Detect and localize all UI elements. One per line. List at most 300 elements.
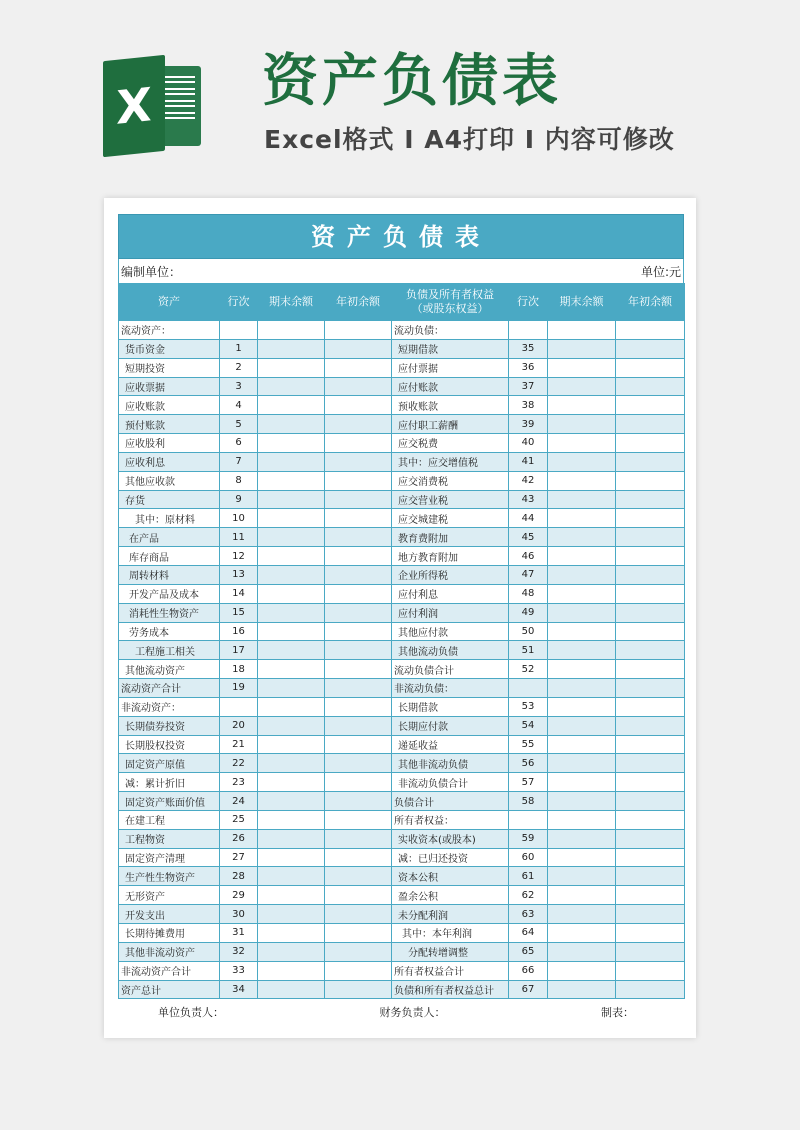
asset-begin-balance-cell[interactable] [325,490,392,509]
asset-item-cell: 预付账款 [119,415,220,434]
liability-begin-balance-cell[interactable] [616,321,685,340]
asset-end-balance-cell[interactable] [258,679,325,698]
balance-sheet [118,214,684,1025]
liability-end-balance-cell[interactable] [548,754,616,773]
col-begin-balance-2: 年初余额 [616,284,685,321]
liability-end-balance-cell[interactable] [548,716,616,735]
table-row [119,942,685,961]
asset-end-balance-cell[interactable] [258,339,325,358]
asset-line-no-cell: 6 [220,434,258,453]
asset-item-cell: 工程物资 [119,829,220,848]
liability-line-no-cell: 63 [509,905,548,924]
liability-end-balance-cell[interactable] [548,622,616,641]
table-row [119,641,685,660]
asset-line-no-cell: 1 [220,339,258,358]
liability-begin-balance-cell[interactable] [616,471,685,490]
asset-item-cell: 固定资产清理 [119,848,220,867]
asset-line-no-cell: 18 [220,660,258,679]
asset-begin-balance-cell[interactable] [325,905,392,924]
signature-row [118,999,684,1025]
asset-line-no-cell: 11 [220,528,258,547]
asset-item-cell: 其他流动资产 [119,660,220,679]
liability-begin-balance-cell[interactable] [616,961,685,980]
liability-end-balance-cell[interactable] [548,829,616,848]
asset-begin-balance-cell[interactable] [325,829,392,848]
table-row [119,603,685,622]
liability-item-cell: 应交税费 [392,434,509,453]
liability-begin-balance-cell[interactable] [616,528,685,547]
asset-begin-balance-cell[interactable] [325,848,392,867]
table-row [119,622,685,641]
liability-item-cell: 资本公积 [392,867,509,886]
liability-item-cell: 短期借款 [392,339,509,358]
asset-begin-balance-cell[interactable] [325,377,392,396]
liability-item-cell: 盈余公积 [392,886,509,905]
asset-begin-balance-cell[interactable] [325,321,392,340]
asset-end-balance-cell[interactable] [258,886,325,905]
table-row [119,773,685,792]
liability-line-no-cell: 58 [509,792,548,811]
liability-end-balance-cell[interactable] [548,924,616,943]
table-row [119,735,685,754]
asset-end-balance-cell[interactable] [258,528,325,547]
liability-item-cell: 流动负债合计 [392,660,509,679]
liability-begin-balance-cell[interactable] [616,754,685,773]
asset-line-no-cell [220,697,258,716]
asset-begin-balance-cell[interactable] [325,735,392,754]
asset-begin-balance-cell[interactable] [325,961,392,980]
liability-end-balance-cell[interactable] [548,848,616,867]
asset-line-no-cell: 22 [220,754,258,773]
table-row [119,490,685,509]
col-liability: 负债及所有者权益 （或股东权益） [392,284,509,321]
table-row [119,528,685,547]
liability-end-balance-cell[interactable] [548,980,616,999]
liability-line-no-cell: 47 [509,565,548,584]
asset-begin-balance-cell[interactable] [325,603,392,622]
liability-begin-balance-cell[interactable] [616,509,685,528]
asset-begin-balance-cell[interactable] [325,886,392,905]
liability-begin-balance-cell[interactable] [616,660,685,679]
asset-item-cell: 货币资金 [119,339,220,358]
liability-begin-balance-cell[interactable] [616,358,685,377]
asset-line-no-cell: 10 [220,509,258,528]
asset-begin-balance-cell[interactable] [325,924,392,943]
table-row [119,452,685,471]
liability-item-cell: 非流动负债： [392,679,509,698]
asset-item-cell: 消耗性生物资产 [119,603,220,622]
asset-item-cell: 应收票据 [119,377,220,396]
col-line-no-2: 行次 [509,284,548,321]
liability-begin-balance-cell[interactable] [616,886,685,905]
asset-end-balance-cell[interactable] [258,377,325,396]
liability-end-balance-cell[interactable] [548,886,616,905]
asset-end-balance-cell[interactable] [258,980,325,999]
asset-item-cell: 开发支出 [119,905,220,924]
liability-end-balance-cell[interactable] [548,321,616,340]
asset-end-balance-cell[interactable] [258,716,325,735]
liability-begin-balance-cell[interactable] [616,679,685,698]
asset-end-balance-cell[interactable] [258,622,325,641]
liability-begin-balance-cell[interactable] [616,603,685,622]
asset-begin-balance-cell[interactable] [325,471,392,490]
table-row [119,377,685,396]
liability-begin-balance-cell[interactable] [616,565,685,584]
liability-end-balance-cell[interactable] [548,660,616,679]
liability-begin-balance-cell[interactable] [616,773,685,792]
asset-line-no-cell: 27 [220,848,258,867]
liability-item-cell: 非流动负债合计 [392,773,509,792]
liability-begin-balance-cell[interactable] [616,792,685,811]
liability-end-balance-cell[interactable] [548,735,616,754]
table-row [119,679,685,698]
asset-end-balance-cell[interactable] [258,434,325,453]
asset-begin-balance-cell[interactable] [325,547,392,566]
liability-line-no-cell [509,810,548,829]
liability-item-cell: 负债和所有者权益总计 [392,980,509,999]
liability-begin-balance-cell[interactable] [616,622,685,641]
asset-line-no-cell: 4 [220,396,258,415]
liability-begin-balance-cell[interactable] [616,396,685,415]
asset-line-no-cell: 12 [220,547,258,566]
asset-end-balance-cell[interactable] [258,584,325,603]
asset-begin-balance-cell[interactable] [325,528,392,547]
liability-begin-balance-cell[interactable] [616,584,685,603]
table-row [119,565,685,584]
asset-begin-balance-cell[interactable] [325,509,392,528]
table-row [119,810,685,829]
asset-end-balance-cell[interactable] [258,641,325,660]
asset-end-balance-cell[interactable] [258,735,325,754]
asset-begin-balance-cell[interactable] [325,339,392,358]
asset-end-balance-cell[interactable] [258,905,325,924]
asset-line-no-cell: 25 [220,810,258,829]
liability-end-balance-cell[interactable] [548,509,616,528]
asset-item-cell: 存货 [119,490,220,509]
asset-item-cell: 在建工程 [119,810,220,829]
asset-end-balance-cell[interactable] [258,547,325,566]
liability-end-balance-cell[interactable] [548,547,616,566]
liability-end-balance-cell[interactable] [548,905,616,924]
document-paper [104,198,696,1038]
asset-line-no-cell: 9 [220,490,258,509]
asset-end-balance-cell[interactable] [258,773,325,792]
liability-end-balance-cell[interactable] [548,773,616,792]
asset-begin-balance-cell[interactable] [325,754,392,773]
liability-end-balance-cell[interactable] [548,565,616,584]
asset-begin-balance-cell[interactable] [325,434,392,453]
asset-begin-balance-cell[interactable] [325,660,392,679]
liability-line-no-cell: 61 [509,867,548,886]
asset-end-balance-cell[interactable] [258,358,325,377]
table-row [119,886,685,905]
asset-begin-balance-cell[interactable] [325,584,392,603]
sheet-title: 资产负债表 [118,214,684,259]
liability-line-no-cell: 42 [509,471,548,490]
asset-item-cell: 应收股利 [119,434,220,453]
liability-item-cell: 所有者权益合计 [392,961,509,980]
col-end-balance: 期末余额 [258,284,325,321]
asset-line-no-cell: 24 [220,792,258,811]
liability-item-cell: 应付利润 [392,603,509,622]
asset-item-cell: 应收账款 [119,396,220,415]
liability-begin-balance-cell[interactable] [616,490,685,509]
liability-begin-balance-cell[interactable] [616,452,685,471]
liability-begin-balance-cell[interactable] [616,924,685,943]
asset-item-cell: 长期股权投资 [119,735,220,754]
liability-line-no-cell: 39 [509,415,548,434]
asset-end-balance-cell[interactable] [258,697,325,716]
liability-end-balance-cell[interactable] [548,490,616,509]
asset-begin-balance-cell[interactable] [325,679,392,698]
liability-begin-balance-cell[interactable] [616,415,685,434]
table-row [119,829,685,848]
asset-begin-balance-cell[interactable] [325,942,392,961]
liability-end-balance-cell[interactable] [548,339,616,358]
liability-end-balance-cell[interactable] [548,867,616,886]
page-subtitle: Excel格式 I A4打印 I 内容可修改 [264,125,675,154]
asset-begin-balance-cell[interactable] [325,697,392,716]
table-row [119,434,685,453]
liability-line-no-cell: 36 [509,358,548,377]
liability-begin-balance-cell[interactable] [616,848,685,867]
liability-line-no-cell: 67 [509,980,548,999]
asset-line-no-cell: 14 [220,584,258,603]
liability-end-balance-cell[interactable] [548,792,616,811]
asset-item-cell: 非流动资产合计 [119,961,220,980]
liability-begin-balance-cell[interactable] [616,829,685,848]
liability-begin-balance-cell[interactable] [616,810,685,829]
liability-begin-balance-cell[interactable] [616,905,685,924]
asset-line-no-cell: 34 [220,980,258,999]
asset-begin-balance-cell[interactable] [325,396,392,415]
liability-begin-balance-cell[interactable] [616,339,685,358]
col-line-no: 行次 [220,284,258,321]
liability-end-balance-cell[interactable] [548,679,616,698]
liability-end-balance-cell[interactable] [548,434,616,453]
liability-end-balance-cell[interactable] [548,471,616,490]
asset-line-no-cell: 5 [220,415,258,434]
liability-line-no-cell: 59 [509,829,548,848]
liability-begin-balance-cell[interactable] [616,547,685,566]
asset-end-balance-cell[interactable] [258,490,325,509]
liability-end-balance-cell[interactable] [548,942,616,961]
liability-item-cell: 未分配利润 [392,905,509,924]
asset-item-cell: 劳务成本 [119,622,220,641]
table-row [119,584,685,603]
table-row [119,716,685,735]
liability-line-no-cell: 51 [509,641,548,660]
liability-line-no-cell: 49 [509,603,548,622]
finance-head-label: 财务负责人： [379,1006,446,1020]
asset-line-no-cell: 29 [220,886,258,905]
asset-begin-balance-cell[interactable] [325,565,392,584]
asset-end-balance-cell[interactable] [258,848,325,867]
liability-end-balance-cell[interactable] [548,961,616,980]
asset-begin-balance-cell[interactable] [325,415,392,434]
asset-end-balance-cell[interactable] [258,396,325,415]
liability-line-no-cell: 66 [509,961,548,980]
liability-item-cell: 其他非流动负债 [392,754,509,773]
liability-line-no-cell [509,321,548,340]
asset-begin-balance-cell[interactable] [325,452,392,471]
asset-begin-balance-cell[interactable] [325,716,392,735]
asset-end-balance-cell[interactable] [258,321,325,340]
asset-line-no-cell: 16 [220,622,258,641]
liability-line-no-cell: 55 [509,735,548,754]
liability-end-balance-cell[interactable] [548,697,616,716]
asset-item-cell: 资产总计 [119,980,220,999]
liability-item-cell: 应付账款 [392,377,509,396]
liability-line-no-cell: 52 [509,660,548,679]
table-row [119,471,685,490]
excel-logo-icon: X [103,58,203,154]
asset-line-no-cell: 31 [220,924,258,943]
liability-line-no-cell: 38 [509,396,548,415]
asset-line-no-cell: 32 [220,942,258,961]
liability-line-no-cell: 46 [509,547,548,566]
liability-item-cell: 应交营业税 [392,490,509,509]
asset-item-cell: 在产品 [119,528,220,547]
asset-begin-balance-cell[interactable] [325,810,392,829]
liability-begin-balance-cell[interactable] [616,716,685,735]
asset-end-balance-cell[interactable] [258,829,325,848]
asset-end-balance-cell[interactable] [258,810,325,829]
asset-end-balance-cell[interactable] [258,942,325,961]
liability-end-balance-cell[interactable] [548,377,616,396]
asset-end-balance-cell[interactable] [258,867,325,886]
liability-end-balance-cell[interactable] [548,584,616,603]
asset-line-no-cell: 33 [220,961,258,980]
asset-begin-balance-cell[interactable] [325,980,392,999]
liability-begin-balance-cell[interactable] [616,377,685,396]
asset-begin-balance-cell[interactable] [325,622,392,641]
asset-begin-balance-cell[interactable] [325,358,392,377]
liability-begin-balance-cell[interactable] [616,867,685,886]
asset-end-balance-cell[interactable] [258,509,325,528]
asset-line-no-cell: 20 [220,716,258,735]
table-row [119,358,685,377]
liability-end-balance-cell[interactable] [548,641,616,660]
unit-label: 单位:元 [640,264,681,279]
asset-end-balance-cell[interactable] [258,565,325,584]
asset-end-balance-cell[interactable] [258,603,325,622]
asset-item-cell: 短期投资 [119,358,220,377]
table-row [119,924,685,943]
col-asset: 资产 [119,284,220,321]
table-row [119,792,685,811]
liability-line-no-cell: 65 [509,942,548,961]
asset-end-balance-cell[interactable] [258,754,325,773]
asset-end-balance-cell[interactable] [258,924,325,943]
asset-end-balance-cell[interactable] [258,415,325,434]
asset-line-no-cell: 26 [220,829,258,848]
liability-line-no-cell: 37 [509,377,548,396]
liability-end-balance-cell[interactable] [548,603,616,622]
asset-line-no-cell: 28 [220,867,258,886]
liability-begin-balance-cell[interactable] [616,942,685,961]
liability-item-cell: 其中：本年利润 [392,924,509,943]
liability-item-cell: 应付利息 [392,584,509,603]
meta-row [118,259,684,283]
liability-begin-balance-cell[interactable] [616,980,685,999]
liability-item-cell: 其他应付款 [392,622,509,641]
liability-item-cell: 长期应付款 [392,716,509,735]
asset-item-cell: 开发产品及成本 [119,584,220,603]
liability-item-cell: 实收资本(或股本) [392,829,509,848]
asset-item-cell: 长期待摊费用 [119,924,220,943]
asset-line-no-cell: 8 [220,471,258,490]
liability-item-cell: 递延收益 [392,735,509,754]
liability-end-balance-cell[interactable] [548,358,616,377]
liability-item-cell: 分配转增调整 [392,942,509,961]
liability-line-no-cell: 41 [509,452,548,471]
asset-begin-balance-cell[interactable] [325,641,392,660]
liability-begin-balance-cell[interactable] [616,641,685,660]
asset-end-balance-cell[interactable] [258,660,325,679]
asset-item-cell: 应收利息 [119,452,220,471]
balance-table [118,283,685,999]
liability-line-no-cell: 40 [509,434,548,453]
liability-end-balance-cell[interactable] [548,528,616,547]
liability-begin-balance-cell[interactable] [616,697,685,716]
liability-line-no-cell: 45 [509,528,548,547]
liability-line-no-cell: 57 [509,773,548,792]
asset-begin-balance-cell[interactable] [325,792,392,811]
table-row [119,961,685,980]
asset-end-balance-cell[interactable] [258,471,325,490]
asset-end-balance-cell[interactable] [258,961,325,980]
liability-begin-balance-cell[interactable] [616,735,685,754]
liability-line-no-cell: 60 [509,848,548,867]
liability-begin-balance-cell[interactable] [616,434,685,453]
table-row [119,339,685,358]
asset-begin-balance-cell[interactable] [325,867,392,886]
table-row [119,415,685,434]
liability-item-cell: 应交消费税 [392,471,509,490]
compile-unit-label: 编制单位： [121,264,182,279]
header-banner [0,0,800,190]
asset-item-cell: 周转材料 [119,565,220,584]
liability-end-balance-cell[interactable] [548,810,616,829]
asset-begin-balance-cell[interactable] [325,773,392,792]
liability-end-balance-cell[interactable] [548,452,616,471]
asset-line-no-cell: 30 [220,905,258,924]
asset-end-balance-cell[interactable] [258,452,325,471]
table-row [119,980,685,999]
asset-item-cell: 生产性生物资产 [119,867,220,886]
asset-line-no-cell: 3 [220,377,258,396]
liability-item-cell: 应交城建税 [392,509,509,528]
liability-item-cell: 负债合计 [392,792,509,811]
table-header-row [119,284,685,321]
liability-end-balance-cell[interactable] [548,396,616,415]
table-row [119,509,685,528]
asset-item-cell: 固定资产原值 [119,754,220,773]
col-end-balance-2: 期末余额 [548,284,616,321]
asset-item-cell: 非流动资产： [119,697,220,716]
asset-item-cell: 固定资产账面价值 [119,792,220,811]
liability-line-no-cell: 48 [509,584,548,603]
liability-line-no-cell: 54 [509,716,548,735]
asset-item-cell: 其他非流动资产 [119,942,220,961]
liability-item-cell: 教育费附加 [392,528,509,547]
liability-line-no-cell: 62 [509,886,548,905]
liability-line-no-cell: 44 [509,509,548,528]
asset-item-cell: 长期债券投资 [119,716,220,735]
asset-end-balance-cell[interactable] [258,792,325,811]
liability-end-balance-cell[interactable] [548,415,616,434]
